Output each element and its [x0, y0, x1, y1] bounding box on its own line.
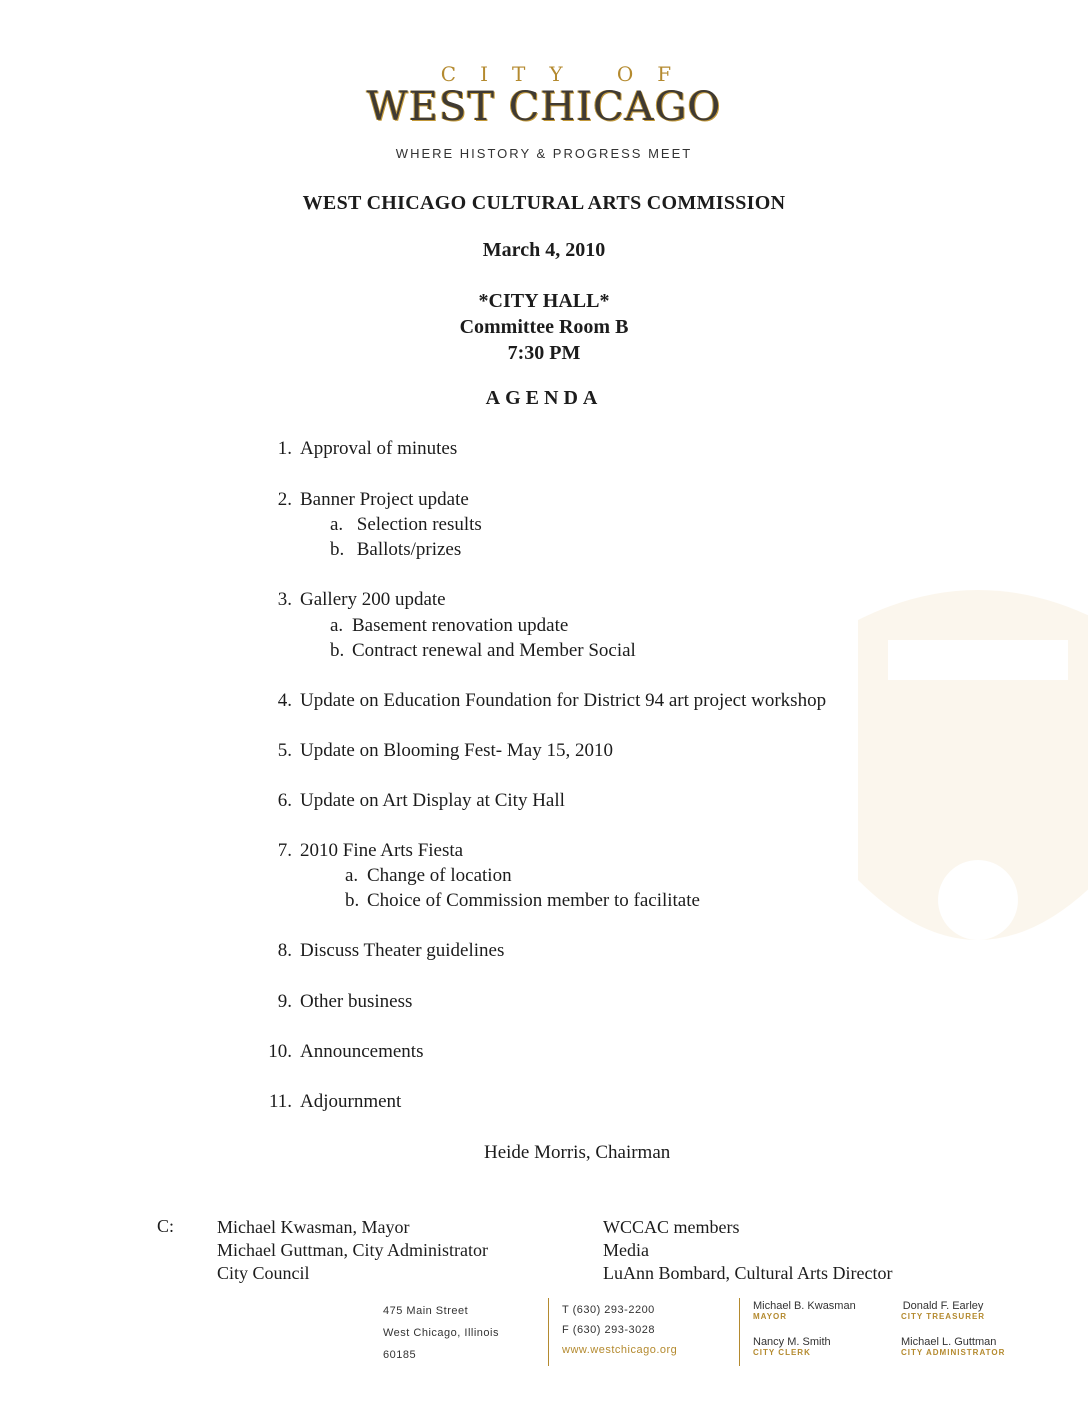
- agenda-subitem: [345, 865, 512, 887]
- letterhead-tagline: WHERE HISTORY & PROGRESS MEET: [395, 146, 693, 161]
- venue-room: Committee Room B: [459, 316, 629, 338]
- agenda-subitem: [330, 539, 461, 561]
- agenda-item-text: Banner Project update: [300, 489, 469, 510]
- official-name: Donald F. Earley: [902, 1300, 984, 1312]
- agenda-item-number: 4.: [277, 690, 292, 711]
- agenda-item-text: Other business: [300, 991, 413, 1012]
- footer-official: [901, 1300, 985, 1321]
- agenda-item-number: 8.: [277, 940, 292, 961]
- subitem-letter: a.: [345, 865, 359, 886]
- cc-recipient: Michael Guttman, City Administrator: [217, 1240, 488, 1260]
- footer-address: [383, 1300, 499, 1366]
- agenda-item-4: [258, 690, 826, 712]
- commission-title: WEST CHICAGO CULTURAL ARTS COMMISSION: [302, 192, 786, 214]
- agenda-item-text: Adjournment: [300, 1091, 402, 1112]
- agenda-item-number: 9.: [277, 991, 292, 1012]
- footer-divider: [548, 1298, 549, 1366]
- agenda-item-8: [258, 940, 504, 962]
- agenda-item-6: [258, 790, 565, 812]
- cc-right-list: [603, 1216, 892, 1285]
- cc-recipient: City Council: [217, 1263, 310, 1283]
- footer-zip: 60185: [383, 1349, 417, 1361]
- agenda-subitem: [330, 640, 636, 662]
- footer-fax: F (630) 293-3028: [562, 1324, 655, 1336]
- agenda-item-9: [258, 991, 412, 1013]
- venue-building: *CITY HALL*: [478, 290, 610, 312]
- footer-street: 475 Main Street: [383, 1305, 469, 1317]
- agenda-subitem: [330, 514, 482, 536]
- agenda-subitem: [330, 615, 568, 637]
- agenda-item-text: Update on Art Display at City Hall: [300, 790, 565, 811]
- agenda-item-number: 6.: [277, 790, 292, 811]
- agenda-item-5: [258, 740, 613, 762]
- footer-contact: [562, 1300, 677, 1360]
- cc-left-list: [217, 1216, 488, 1285]
- subitem-text: Change of location: [367, 865, 512, 886]
- agenda-item-text: Discuss Theater guidelines: [300, 940, 505, 961]
- subitem-letter: b.: [330, 539, 345, 560]
- agenda-item-number: 2.: [277, 489, 292, 510]
- official-title: CITY ADMINISTRATOR: [901, 1348, 1006, 1357]
- agenda-heading: AGENDA: [485, 387, 603, 409]
- agenda-item-number: 11.: [268, 1091, 292, 1112]
- official-name: Nancy M. Smith: [753, 1336, 831, 1348]
- cc-label: C:: [157, 1216, 175, 1236]
- agenda-item-text: Update on Education Foundation for District 94 art project workshop: [300, 690, 827, 711]
- agenda-item-1: [258, 438, 457, 460]
- agenda-item-number: 1.: [277, 438, 292, 459]
- subitem-letter: a.: [330, 615, 344, 636]
- subitem-text: Selection results: [356, 514, 482, 535]
- agenda-item-2: [258, 489, 469, 511]
- subitem-text: Choice of Commission member to facilitate: [367, 890, 700, 911]
- official-title: CITY TREASURER: [901, 1312, 986, 1321]
- official-title: CITY CLERK: [753, 1348, 811, 1357]
- agenda-item-number: 5.: [277, 740, 292, 761]
- official-name: Michael L. Guttman: [901, 1336, 997, 1348]
- agenda-item-number: 10.: [268, 1041, 292, 1062]
- official-title: MAYOR: [753, 1312, 788, 1321]
- agenda-item-3: [258, 589, 446, 611]
- agenda-item-11: [258, 1091, 401, 1113]
- agenda-item-text: Update on Blooming Fest- May 15, 2010: [300, 740, 613, 761]
- letterhead-city-name: WEST CHICAGO: [366, 84, 722, 130]
- footer-official: [753, 1336, 831, 1357]
- cc-recipient: Media: [603, 1240, 649, 1260]
- agenda-item-text: 2010 Fine Arts Fiesta: [300, 840, 464, 861]
- subitem-text: Ballots/prizes: [356, 539, 462, 560]
- agenda-item-10: [258, 1041, 423, 1063]
- footer-website-link[interactable]: www.westchicago.org: [562, 1344, 678, 1356]
- official-name: Michael B. Kwasman: [753, 1300, 856, 1312]
- agenda-item-text: Approval of minutes: [300, 438, 458, 459]
- footer-official: [901, 1336, 1005, 1357]
- agenda-item-text: Announcements: [300, 1041, 424, 1062]
- chairman-signature-line: Heide Morris, Chairman: [484, 1142, 671, 1163]
- cc-recipient: LuAnn Bombard, Cultural Arts Director: [603, 1263, 893, 1283]
- footer-city-state: West Chicago, Illinois: [383, 1327, 499, 1339]
- agenda-item-number: 7.: [277, 840, 292, 861]
- letterhead-city-of: CITY OF: [440, 62, 696, 86]
- footer-phone: T (630) 293-2200: [562, 1304, 655, 1316]
- subitem-letter: b.: [345, 890, 360, 911]
- agenda-item-text: Gallery 200 update: [300, 589, 446, 610]
- subitem-text: Contract renewal and Member Social: [352, 640, 636, 661]
- agenda-subitem: [345, 890, 700, 912]
- cc-recipient: WCCAC members: [603, 1217, 740, 1237]
- cc-recipient: Michael Kwasman, Mayor: [217, 1217, 410, 1237]
- meeting-venue: [0, 288, 1088, 366]
- meeting-date: March 4, 2010: [482, 239, 606, 261]
- subitem-letter: b.: [330, 640, 345, 661]
- venue-time: 7:30 PM: [507, 342, 581, 364]
- agenda-item-number: 3.: [277, 589, 292, 610]
- footer-official: [753, 1300, 856, 1321]
- city-seal-watermark: [828, 560, 1088, 1000]
- footer-divider: [739, 1298, 740, 1366]
- subitem-letter: a.: [330, 514, 344, 535]
- agenda-item-7: [258, 840, 463, 862]
- subitem-text: Basement renovation update: [352, 615, 569, 636]
